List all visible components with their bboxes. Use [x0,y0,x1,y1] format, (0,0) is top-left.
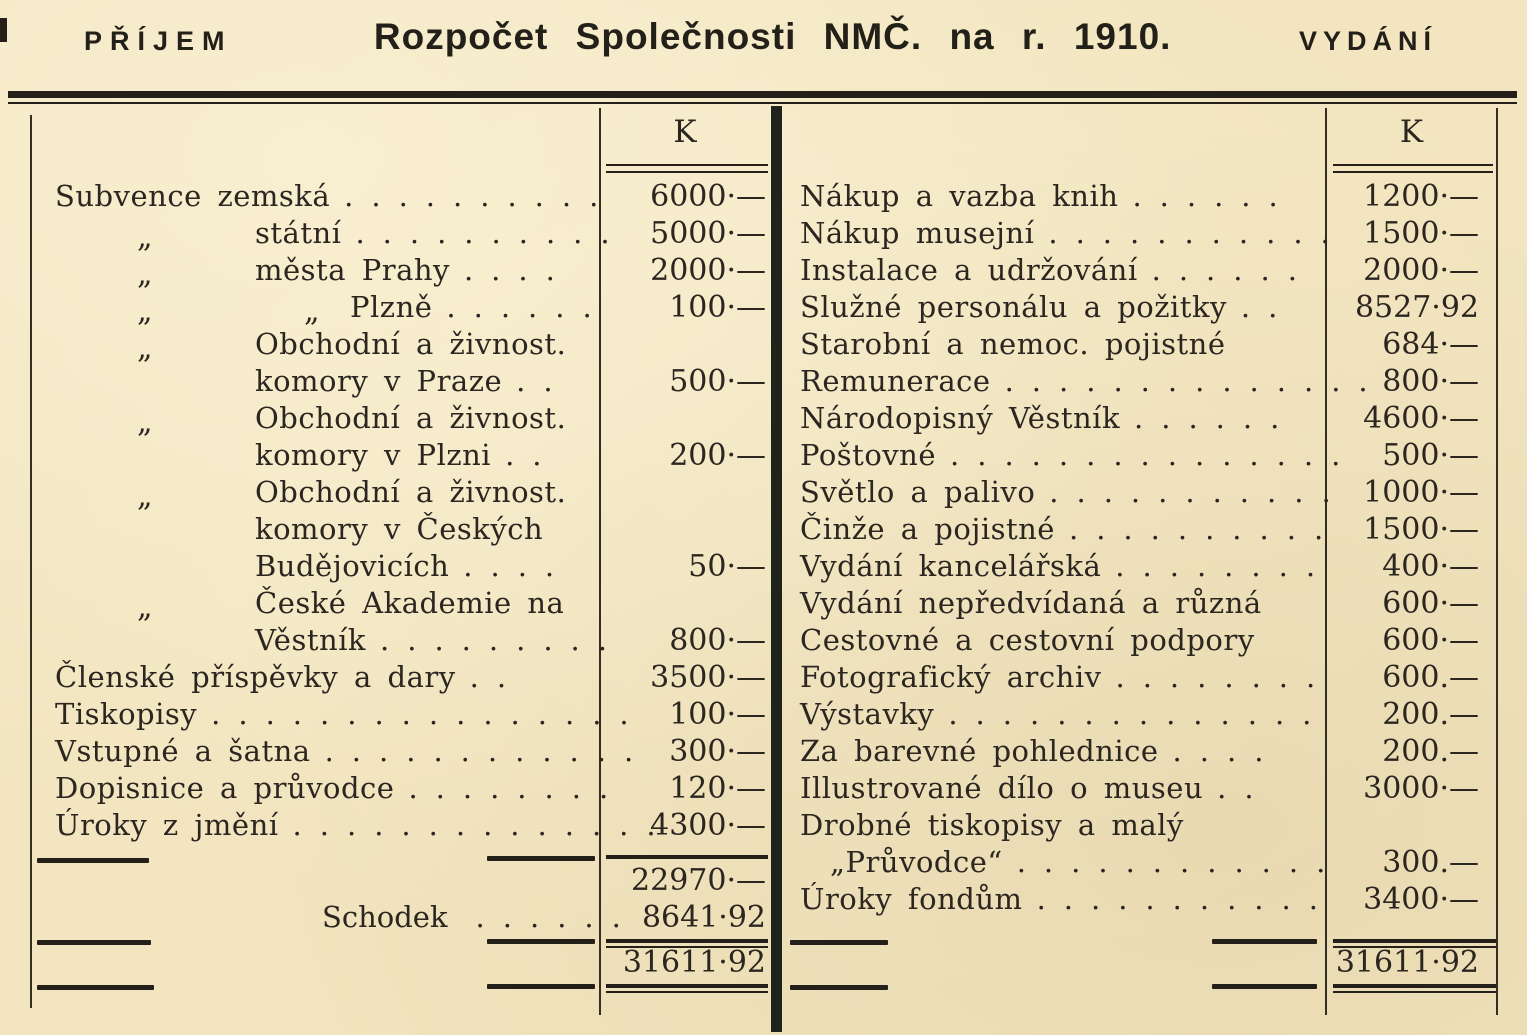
budget-row [32,178,772,215]
row-label: Nákup musejní ........... [800,216,1348,250]
budget-row [32,326,772,366]
tally-dash [37,985,154,990]
total-bottom-rule-thin [606,991,768,993]
row-amount: 400·— [1382,549,1479,584]
row-amount: 6000·— [650,179,766,214]
budget-row [32,437,772,474]
leader-dots: ...... [446,290,610,324]
budget-row [786,252,1496,289]
row-amount: 600·— [1382,586,1479,621]
income-subtotal: 22970·— [631,863,766,898]
row-amount: 4300·— [650,808,766,843]
budget-row [786,548,1496,585]
row-amount: 200·— [669,438,766,473]
budget-row [786,400,1496,437]
leader-dots: .............. [948,697,1330,731]
row-label: Úroky fondům ........... [800,882,1336,916]
row-label: Illustrované dílo o museu .. [800,771,1272,805]
expenses-rows [786,178,1496,918]
budget-row [32,252,772,292]
leader-dots: .. [516,364,571,398]
deficit-row [322,899,639,936]
ditto-mark: „ [137,220,153,255]
budget-row [32,511,772,548]
leader-dots: .. [1217,771,1272,805]
leader-dots: .. [505,438,560,472]
currency-header-expenses: K [1399,114,1424,150]
tally-dash [1212,984,1317,989]
row-amount: 800·— [669,623,766,658]
row-amount: 684·— [1382,327,1479,362]
row-label: Věstník ......... [255,623,625,657]
budget-row [32,215,772,255]
row-label: Národopisný Věstník ...... [800,401,1298,435]
income-rows [32,178,772,844]
leader-dots: ........ [1115,660,1334,694]
budget-row [32,400,772,440]
row-label: Drobné tiskopisy a malý [800,808,1184,842]
row-label: Fotografický archiv ........ [800,660,1334,694]
row-amount: 500·— [669,364,766,399]
budget-row [32,659,772,696]
row-amount: 5000·— [650,216,766,251]
row-label: Cestovné a cestovní podpory [800,623,1255,657]
budget-row [786,326,1496,363]
leader-dots: ........... [1049,475,1349,509]
leader-dots: .......... [1068,512,1342,546]
ditto-mark: „ [137,331,153,366]
leader-dots: ........ [1115,549,1334,583]
expenses-heading: VYDÁNÍ [1299,26,1438,56]
row-amount: 1200·— [1363,179,1479,214]
total-bottom-rule-thin [1333,991,1496,993]
leader-dots: ............... [950,438,1359,472]
tally-dash [37,940,151,945]
row-label: Služné personálu a požitky .. [800,290,1296,324]
budget-row [786,881,1496,918]
row-label: Dopisnice a průvodce ........ [55,771,627,805]
tally-dash [487,984,595,989]
income-total: 31611·92 [622,945,766,980]
budget-row [786,363,1496,400]
top-rule [8,91,1517,98]
leader-dots: ................ [211,697,647,731]
row-label: komory v Plzni .. [255,438,560,472]
tally-dash [487,856,595,861]
leader-dots: ...... [1132,179,1296,213]
row-label: Obchodní a živnost. [255,401,567,435]
budget-row [32,807,772,844]
total-rule [1333,939,1496,943]
row-amount: 300.— [1382,845,1479,880]
row-amount: 2000·— [650,253,766,288]
budget-row [32,696,772,733]
row-label: Za barevné pohlednice .... [800,734,1282,768]
row-amount: 3500·— [650,660,766,695]
budget-row [786,733,1496,770]
row-amount: 1500·— [1363,512,1479,547]
expenses-right-rule [1496,108,1498,1015]
subtotal-rule [606,855,768,859]
row-label: Poštovné ............... [800,438,1359,472]
row-amount: 200.— [1382,697,1479,732]
leader-dots: .. [469,660,525,694]
budget-row [32,770,772,807]
budget-row [786,844,1496,881]
top-rule-thin [8,102,1517,104]
row-label: „Průvodce“ ............ [830,845,1344,879]
scan-artifact [0,18,7,42]
row-label: Tiskopisy ................ [55,697,647,731]
deficit-label: Schodek [322,900,448,934]
page-title: Rozpočet Společnosti NMČ. na r. 1910. [373,16,1172,57]
row-label: Starobní a nemoc. pojistné [800,327,1226,361]
row-amount: 800·— [1382,364,1479,399]
row-amount: 100·— [669,697,766,732]
budget-row [786,474,1496,511]
budget-row [32,733,772,770]
ditto-mark: „ [137,294,153,329]
row-amount: 50·— [688,549,766,584]
budget-row [786,511,1496,548]
budget-row [32,622,772,659]
budget-row [786,178,1496,215]
income-heading: PŘÍJEM [84,26,233,56]
row-label: státní .......... [255,216,628,250]
tally-dash [487,939,595,944]
row-amount: 3000·— [1363,771,1479,806]
row-label: Vydání kancelářská ........ [800,549,1334,583]
row-amount: 600.— [1382,660,1479,695]
tally-dash [37,858,149,863]
ditto-mark: „ [137,590,153,625]
leader-dots: .............. [292,808,674,842]
row-label: města Prahy .... [255,253,573,287]
row-label: Vstupné a šatna ............ [55,734,652,768]
budget-row [786,770,1496,807]
row-amount: 120·— [669,771,766,806]
ditto-mark: „ [137,479,153,514]
budget-row [32,548,772,585]
budget-row [786,215,1496,252]
budget-row [786,622,1496,659]
row-label: Plzně ...... [350,290,610,324]
row-amount: 4600·— [1363,401,1479,436]
leader-dots: ............ [324,734,652,768]
total-bottom-rule [606,984,768,988]
tally-dash [1212,939,1317,944]
row-label: komory v Českých [255,512,544,546]
row-amount: 8527·92 [1354,290,1479,325]
k-underline-expenses [1333,164,1493,166]
tally-dash [790,985,888,990]
ditto-mark: „ [304,294,320,329]
leader-dots: ...... [1134,401,1298,435]
budget-row [786,289,1496,326]
row-label: České Akademie na [255,586,565,620]
budget-row [32,474,772,514]
currency-header-income: K [673,114,697,150]
row-label: Členské příspěvky a dary .. [55,660,525,694]
leader-dots: .. [1240,290,1296,324]
tally-dash [790,940,888,945]
expenses-total: 31611·92 [1335,945,1479,980]
budget-row [32,585,772,625]
row-amount: 1000·— [1363,475,1479,510]
row-label: Činže a pojistné .......... [800,512,1342,546]
row-amount: 2000·— [1363,253,1479,288]
row-amount: 100·— [669,290,766,325]
row-amount: 500·— [1382,438,1479,473]
leader-dots: .... [463,253,573,287]
ditto-mark: „ [137,257,153,292]
total-rule [606,939,768,943]
total-bottom-rule [1333,984,1496,988]
leader-dots: .............. [1004,364,1386,398]
row-label: Světlo a palivo ........... [800,475,1349,509]
budget-row [32,363,772,400]
budget-row [786,585,1496,622]
row-label: Obchodní a živnost. [255,327,567,361]
leader-dots: ...... [1151,253,1315,287]
row-label: Obchodní a živnost. [255,475,567,509]
budget-row [786,807,1496,844]
leader-dots: ........ [408,771,627,805]
leader-dots: ........... [1036,882,1336,916]
k-underline-expenses-2 [1333,171,1493,173]
budget-row [786,659,1496,696]
row-label: Nákup a vazba knih ...... [800,179,1296,213]
row-label: komory v Praze .. [255,364,571,398]
k-underline-income-2 [606,171,768,173]
row-label: Instalace a udržování ...... [800,253,1315,287]
row-amount: 3400·— [1363,882,1479,917]
row-amount: 300·— [669,734,766,769]
leader-dots: .... [463,549,573,583]
row-label: Subvence zemská .......... [55,179,617,213]
budget-row [32,289,772,329]
row-amount: 1500·— [1363,216,1479,251]
budget-row [786,437,1496,474]
row-amount: 200.— [1382,734,1479,769]
ditto-mark: „ [137,405,153,440]
leader-dots: .......... [355,216,628,250]
leader-dots: ...... [475,900,639,934]
center-divider [771,106,782,1032]
leader-dots: .... [1172,734,1282,768]
deficit-amount: 8641·92 [641,900,766,935]
row-label: Výstavky .............. [800,697,1330,731]
leader-dots: ........... [1048,216,1348,250]
row-label: Remunerace .............. [800,364,1386,398]
row-label: Úroky z jmění .............. [55,808,674,842]
row-label: Vydání nepředvídaná a různá [800,586,1262,620]
row-label: Budějovicích .... [255,549,573,583]
budget-row [786,696,1496,733]
leader-dots: ......... [380,623,625,657]
k-underline-income [606,164,768,166]
row-amount: 600·— [1382,623,1479,658]
leader-dots: .......... [344,179,617,213]
leader-dots: ............ [1016,845,1344,879]
